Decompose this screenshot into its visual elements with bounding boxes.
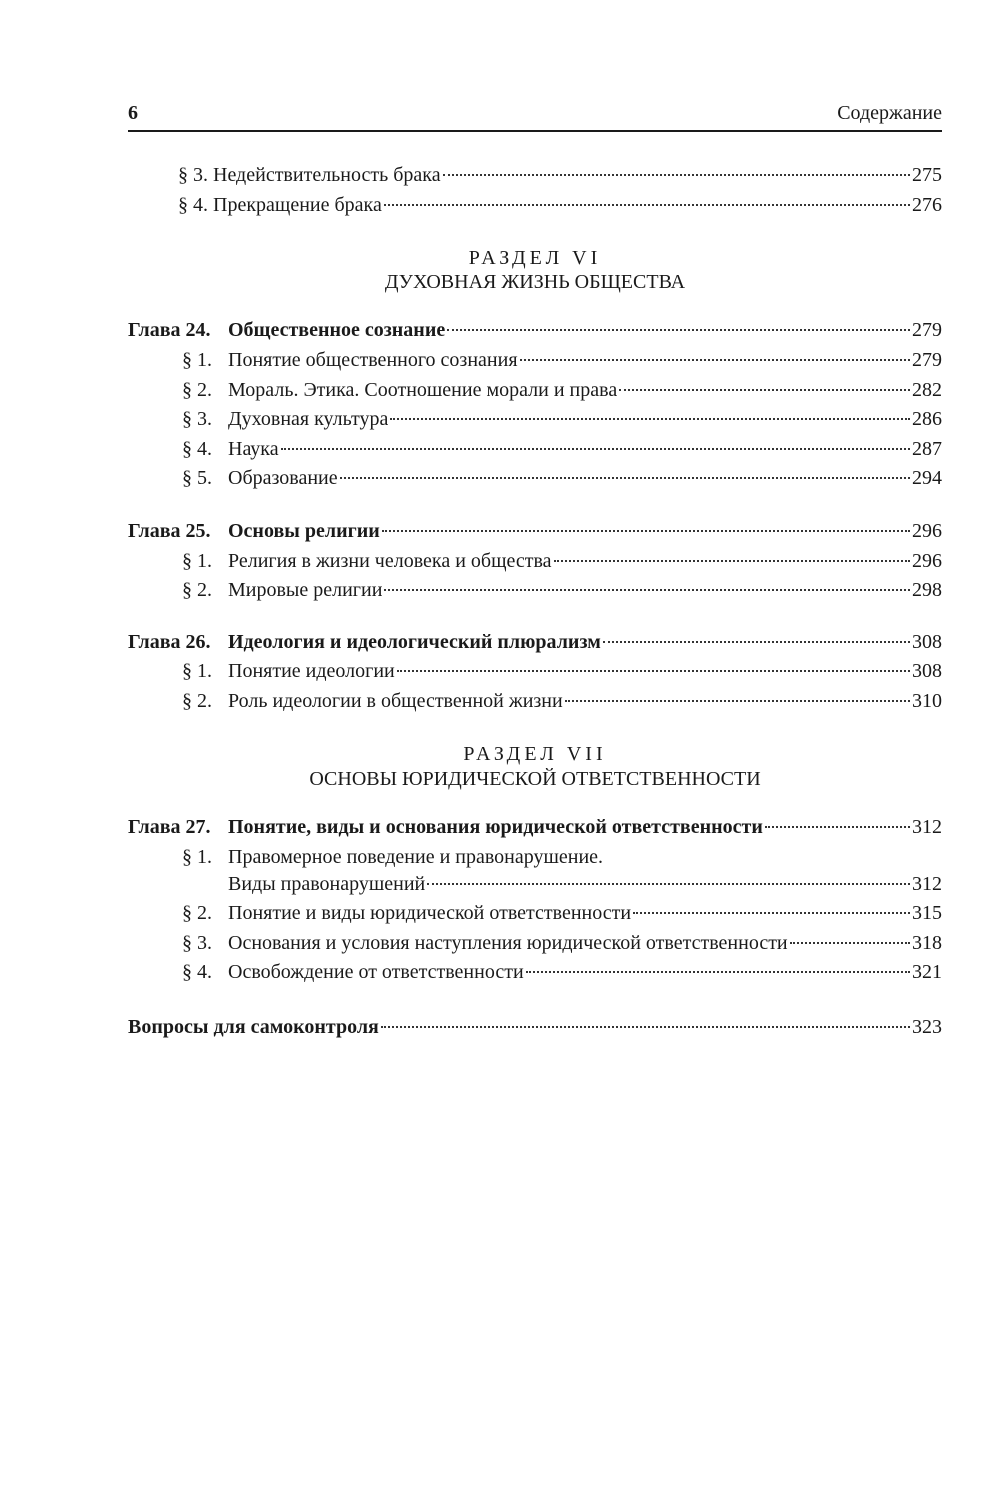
chapter-entry[interactable] <box>128 628 942 656</box>
paragraph-number: § 5. <box>182 467 212 489</box>
chapter-title: Идеология и идеологический плюрализм <box>228 631 601 653</box>
toc-entry[interactable] <box>128 929 942 957</box>
chapter-title: Общественное сознание <box>228 319 446 341</box>
leader-dots <box>384 204 910 206</box>
chapter-page: 312 <box>912 816 942 838</box>
toc-entry-page: 287 <box>912 438 942 460</box>
paragraph-number: § 3. <box>182 408 212 430</box>
chapter-number: Глава 25. <box>128 520 211 542</box>
section-title: ДУХОВНАЯ ЖИЗНЬ ОБЩЕСТВА <box>384 271 686 293</box>
toc-entry-title: Понятие идеологии <box>228 660 395 682</box>
leader-dots <box>633 912 910 914</box>
toc-entry[interactable] <box>128 687 942 715</box>
toc-entry-review[interactable] <box>128 1013 942 1041</box>
running-header <box>128 96 942 130</box>
toc-entry[interactable] <box>128 657 942 685</box>
leader-dots <box>565 700 910 702</box>
toc-entry[interactable] <box>128 464 942 492</box>
toc-entry[interactable] <box>128 958 942 986</box>
chapter-title: Основы религии <box>228 520 380 542</box>
toc-entry-title: Основания и условия наступления юридической ответственности <box>228 932 788 954</box>
toc-entry-page: 321 <box>912 961 942 983</box>
chapter-number: Глава 24. <box>128 319 211 341</box>
toc-entry-title: Правомерное поведение и правонарушение. <box>228 846 604 868</box>
toc-entry-title: Религия в жизни человека и общества <box>228 550 552 572</box>
leader-dots <box>443 174 910 176</box>
toc-entry-page: 276 <box>912 194 942 216</box>
chapter-page: 308 <box>912 631 942 653</box>
toc-entry-page: 296 <box>912 550 942 572</box>
toc-entry-page: 298 <box>912 579 942 601</box>
section-title: ОСНОВЫ ЮРИДИЧЕСКОЙ ОТВЕТСТВЕННОСТИ <box>309 768 761 790</box>
leader-dots <box>390 418 910 420</box>
section-heading: РАЗДЕЛ VI <box>468 247 602 269</box>
paragraph-number: § 2. <box>182 579 212 601</box>
toc-entry-title: Понятие и виды юридической ответственности <box>228 902 632 924</box>
review-page: 323 <box>912 1016 942 1038</box>
toc-entry-title: Наука <box>228 438 279 460</box>
leader-dots <box>381 1026 910 1028</box>
paragraph-number: § 3. <box>182 932 212 954</box>
toc-entry-title: Духовная культура <box>228 408 389 430</box>
chapter-entry[interactable] <box>128 813 942 841</box>
toc-entry-page: 315 <box>912 902 942 924</box>
toc-entry-title: Роль идеологии в общественной жизни <box>228 690 563 712</box>
paragraph-number: § 1. <box>182 660 212 682</box>
toc-entry-page: 310 <box>912 690 942 712</box>
toc-entry-page: 279 <box>912 349 942 371</box>
leader-dots <box>447 329 910 331</box>
chapter-entry[interactable] <box>128 517 942 545</box>
toc-entry[interactable] <box>128 870 942 898</box>
toc-entry-title: Освобождение от ответственности <box>228 961 524 983</box>
leader-dots <box>790 942 910 944</box>
leader-dots <box>382 530 910 532</box>
leader-dots <box>554 560 910 562</box>
paragraph-number: § 1. <box>182 550 212 572</box>
leader-dots <box>520 359 910 361</box>
leader-dots <box>526 971 910 973</box>
toc-entry[interactable] <box>128 405 942 433</box>
toc-entry[interactable] <box>128 899 942 927</box>
toc-entry-title: Мораль. Этика. Соотношение морали и права <box>228 379 618 401</box>
toc-entry-page: 282 <box>912 379 942 401</box>
toc-entry-page: 275 <box>912 164 942 186</box>
leader-dots <box>765 826 910 828</box>
leader-dots <box>603 641 910 643</box>
paragraph-number: § 2. <box>182 379 212 401</box>
toc-entry[interactable] <box>128 435 942 463</box>
toc-entry-title: Мировые религии <box>228 579 383 601</box>
section-heading: РАЗДЕЛ VII <box>463 743 607 765</box>
toc-entry[interactable] <box>128 346 942 374</box>
toc-entry[interactable] <box>128 376 942 404</box>
toc-entry[interactable] <box>128 191 942 219</box>
paragraph-number: § 1. <box>182 846 212 868</box>
header-rule <box>128 130 942 132</box>
toc-entry[interactable] <box>128 576 942 604</box>
chapter-number: Глава 26. <box>128 631 211 653</box>
paragraph-number: § 4. <box>182 438 212 460</box>
toc-entry-title: § 3. Недействительность брака <box>178 164 441 186</box>
toc-entry[interactable] <box>128 161 942 189</box>
chapter-number: Глава 27. <box>128 816 211 838</box>
toc-entry-title: Образование <box>228 467 338 489</box>
paragraph-number: § 1. <box>182 349 212 371</box>
chapter-entry[interactable] <box>128 316 942 344</box>
chapter-page: 279 <box>912 319 942 341</box>
leader-dots <box>384 589 910 591</box>
paragraph-number: § 2. <box>182 902 212 924</box>
chapter-title: Понятие, виды и основания юридической ответственности <box>228 816 763 838</box>
toc-entry-page: 312 <box>912 873 942 895</box>
toc-entry-page: 294 <box>912 467 942 489</box>
toc-entry[interactable] <box>128 547 942 575</box>
toc-entry-first-line[interactable] <box>128 843 942 871</box>
toc-entry-title: Понятие общественного сознания <box>228 349 518 371</box>
paragraph-number: § 4. <box>182 961 212 983</box>
leader-dots <box>619 389 910 391</box>
leader-dots <box>427 883 910 885</box>
chapter-page: 296 <box>912 520 942 542</box>
page-number: 6 <box>128 102 138 124</box>
toc-entry-page: 286 <box>912 408 942 430</box>
running-title: Содержание <box>837 102 942 124</box>
toc-entry-title: § 4. Прекращение брака <box>178 194 382 216</box>
toc-entry-page: 318 <box>912 932 942 954</box>
toc-entry-title-continued: Виды правонарушений <box>228 873 426 895</box>
review-title: Вопросы для самоконтроля <box>128 1016 379 1038</box>
leader-dots <box>340 477 910 479</box>
leader-dots <box>281 448 910 450</box>
paragraph-number: § 2. <box>182 690 212 712</box>
leader-dots <box>397 670 910 672</box>
toc-entry-page: 308 <box>912 660 942 682</box>
